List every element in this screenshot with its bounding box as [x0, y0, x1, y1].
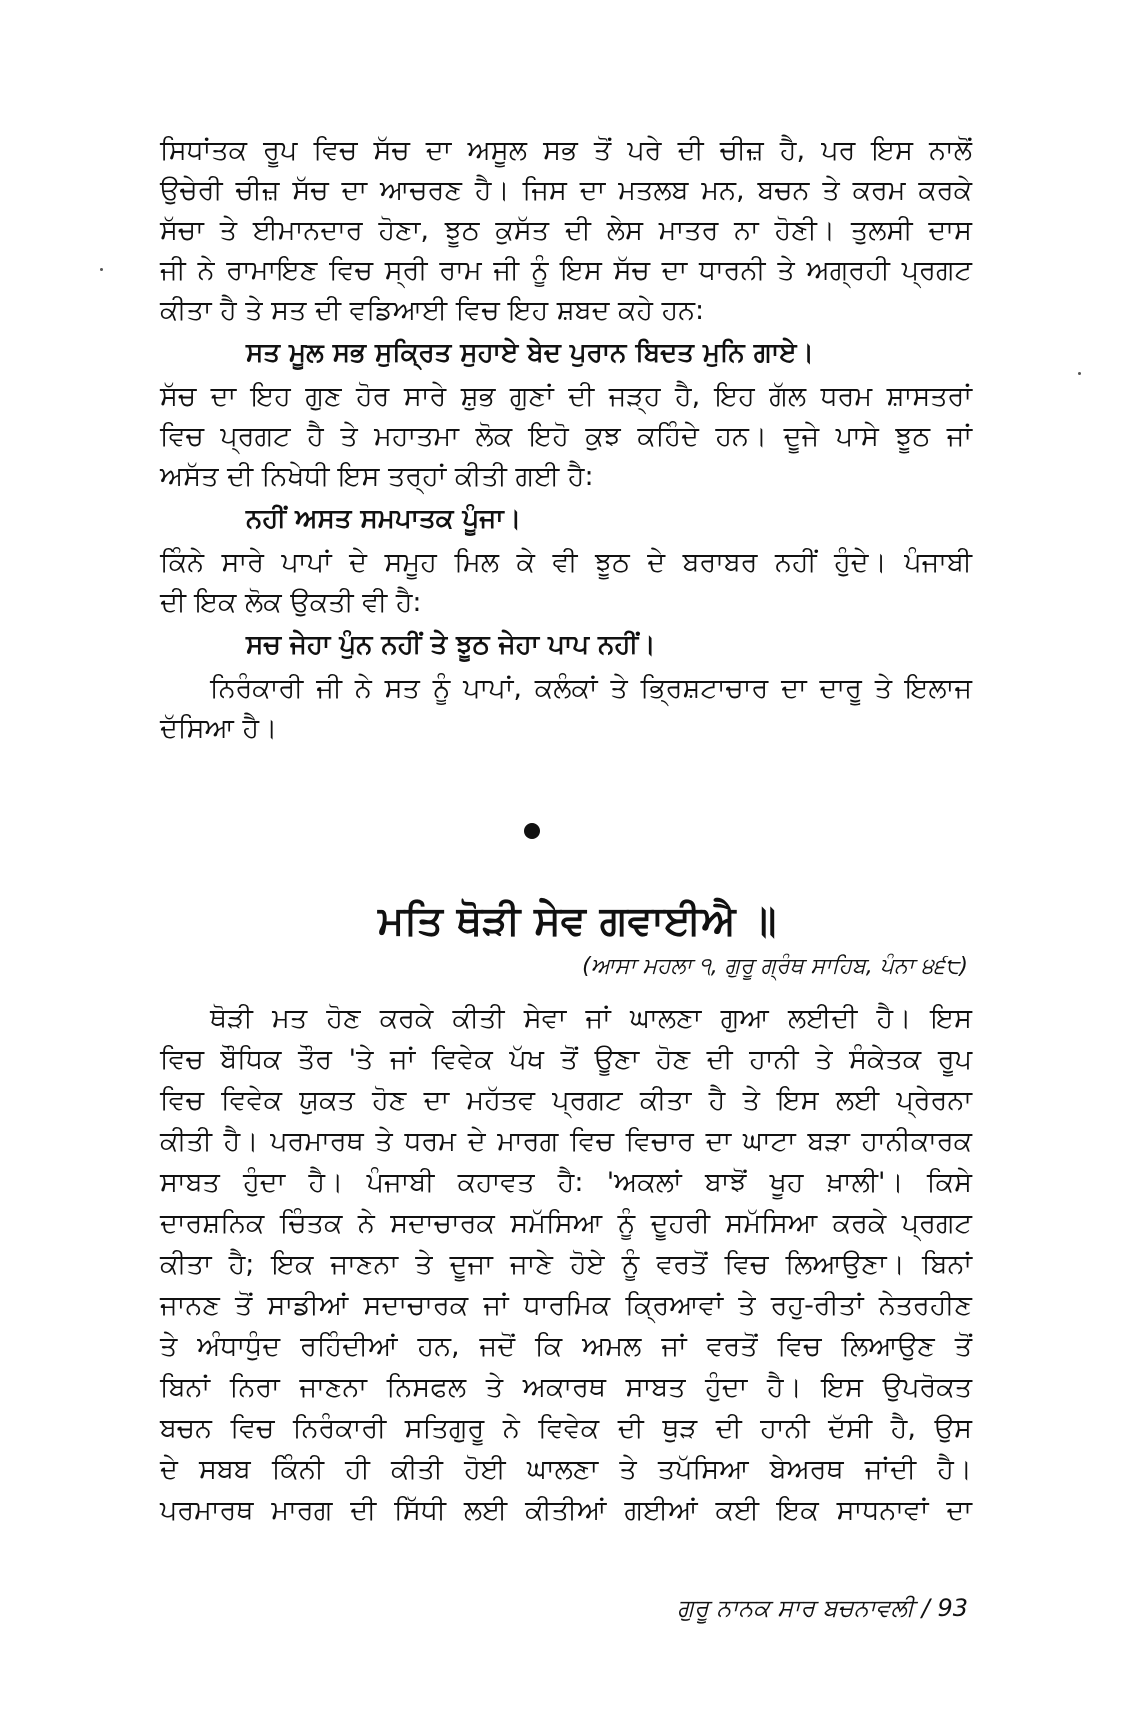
scan-speck	[1078, 372, 1081, 375]
verse-quote: ਨਹੀਂ ਅਸਤ ਸਮਪਾਤਕ ਪੂੰਜਾ।	[246, 504, 522, 534]
body-line: ਵਿਚ ਪ੍ਰਗਟ ਹੈ ਤੇ ਮਹਾਤਮਾ ਲੋਕ ਇਹੋ ਕੁਝ ਕਹਿੰਦੇ ਹਨ। ਦੂਜੇ ਪਾਸੇ ਝੂਠ ਜਾਂ	[160, 421, 972, 452]
section-heading: ਮਤਿ ਥੋੜੀ ਸੇਵ ਗਵਾਈਐ ॥	[378, 898, 777, 944]
body-line: ਅਸੱਤ ਦੀ ਨਿਖੇਧੀ ਇਸ ਤਰ੍ਹਾਂ ਕੀਤੀ ਗਈ ਹੈ:	[160, 461, 594, 492]
body-line: ਉਚੇਰੀ ਚੀਜ਼ ਸੱਚ ਦਾ ਆਚਰਣ ਹੈ। ਜਿਸ ਦਾ ਮਤਲਬ ਮਨ, ਬਚਨ ਤੇ ਕਰਮ ਕਰਕੇ	[160, 175, 972, 206]
body-line: ਬਚਨ ਵਿਚ ਨਿਰੰਕਾਰੀ ਸਤਿਗੁਰੂ ਨੇ ਵਿਵੇਕ ਦੀ ਥੁੜ ਦੀ ਹਾਨੀ ਦੱਸੀ ਹੈ, ਉਸ	[160, 1413, 972, 1444]
verse-quote: ਸਤ ਮੂਲ ਸਭ ਸੁਕ੍ਰਿਤ ਸੁਹਾਏ ਬੇਦ ਪੁਰਾਨ ਬਿਦਤ ਮੁਨਿ ਗਾਏ।	[246, 338, 815, 368]
body-line: ਜੀ ਨੇ ਰਾਮਾਇਣ ਵਿਚ ਸ੍ਰੀ ਰਾਮ ਜੀ ਨੂੰ ਇਸ ਸੱਚ ਦਾ ਧਾਰਨੀ ਤੇ ਅਗ੍ਰਹੀ ਪ੍ਰਗਟ	[160, 255, 972, 286]
body-line: ਕੀਤੀ ਹੈ। ਪਰਮਾਰਥ ਤੇ ਧਰਮ ਦੇ ਮਾਰਗ ਵਿਚ ਵਿਚਾਰ ਦਾ ਘਾਟਾ ਬੜਾ ਹਾਨੀਕਾਰਕ	[160, 1126, 972, 1157]
body-line: ਨਿਰੰਕਾਰੀ ਜੀ ਨੇ ਸਤ ਨੂੰ ਪਾਪਾਂ, ਕਲੰਕਾਂ ਤੇ ਭ੍ਰਿਸ਼ਟਾਚਾਰ ਦਾ ਦਾਰੂ ਤੇ ਇਲਾਜ	[210, 673, 972, 704]
scan-speck	[100, 268, 103, 271]
body-line: ਸਾਬਤ ਹੁੰਦਾ ਹੈ। ਪੰਜਾਬੀ ਕਹਾਵਤ ਹੈ: 'ਅਕਲਾਂ ਬਾਝੋਂ ਖੂਹ ਖ਼ਾਲੀ'। ਕਿਸੇ	[160, 1167, 972, 1198]
body-line: ਵਿਚ ਵਿਵੇਕ ਯੁਕਤ ਹੋਣ ਦਾ ਮਹੱਤਵ ਪ੍ਰਗਟ ਕੀਤਾ ਹੈ ਤੇ ਇਸ ਲਈ ਪ੍ਰੇਰਨਾ	[160, 1085, 972, 1116]
source-citation: (ਆਸਾ ਮਹਲਾ ੧, ਗੁਰੂ ਗ੍ਰੰਥ ਸਾਹਿਬ, ਪੰਨਾ ੪੬੮)	[582, 954, 968, 979]
body-line: ਦੀ ਇਕ ਲੋਕ ਉਕਤੀ ਵੀ ਹੈ:	[160, 587, 422, 618]
body-line: ਦਾਰਸ਼ਨਿਕ ਚਿੰਤਕ ਨੇ ਸਦਾਚਾਰਕ ਸਮੱਸਿਆ ਨੂੰ ਦੂਹਰੀ ਸਮੱਸਿਆ ਕਰਕੇ ਪ੍ਰਗਟ	[160, 1208, 972, 1239]
body-line: ਸੱਚਾ ਤੇ ਈਮਾਨਦਾਰ ਹੋਣਾ, ਝੂਠ ਕੁਸੱਤ ਦੀ ਲੇਸ ਮਾਤਰ ਨਾ ਹੋਣੀ। ਤੁਲਸੀ ਦਾਸ	[160, 215, 972, 246]
body-line: ਦੱਸਿਆ ਹੈ।	[160, 713, 278, 744]
body-line: ਕਿੰਨੇ ਸਾਰੇ ਪਾਪਾਂ ਦੇ ਸਮੂਹ ਮਿਲ ਕੇ ਵੀ ਝੂਠ ਦੇ ਬਰਾਬਰ ਨਹੀਂ ਹੁੰਦੇ। ਪੰਜਾਬੀ	[160, 547, 972, 578]
body-line: ਜਾਨਣ ਤੋਂ ਸਾਡੀਆਂ ਸਦਾਚਾਰਕ ਜਾਂ ਧਾਰਮਿਕ ਕ੍ਰਿਆਵਾਂ ਤੇ ਰਹੁ-ਰੀਤਾਂ ਨੇਤਰਹੀਣ	[160, 1290, 972, 1321]
body-line: ਦੇ ਸਬਬ ਕਿੰਨੀ ਹੀ ਕੀਤੀ ਹੋਈ ਘਾਲਣਾ ਤੇ ਤਪੱਸਿਆ ਬੇਅਰਥ ਜਾਂਦੀ ਹੈ।	[160, 1454, 972, 1485]
body-line: ਕੀਤਾ ਹੈ ਤੇ ਸਤ ਦੀ ਵਡਿਆਈ ਵਿਚ ਇਹ ਸ਼ਬਦ ਕਹੇ ਹਨ:	[160, 295, 705, 326]
section-separator-bullet	[524, 823, 540, 839]
body-line: ਬਿਨਾਂ ਨਿਰਾ ਜਾਣਨਾ ਨਿਸਫਲ ਤੇ ਅਕਾਰਥ ਸਾਬਤ ਹੁੰਦਾ ਹੈ। ਇਸ ਉਪਰੋਕਤ	[160, 1372, 972, 1403]
page-footer: ਗੁਰੂ ਨਾਨਕ ਸਾਰ ਬਚਨਾਵਲੀ / 93	[677, 1594, 968, 1622]
body-line: ਵਿਚ ਬੌਧਿਕ ਤੌਰ 'ਤੇ ਜਾਂ ਵਿਵੇਕ ਪੱਖ ਤੋਂ ਊਣਾ ਹੋਣ ਦੀ ਹਾਨੀ ਤੇ ਸੰਕੇਤਕ ਰੂਪ	[160, 1044, 972, 1075]
body-line: ਪਰਮਾਰਥ ਮਾਰਗ ਦੀ ਸਿੱਧੀ ਲਈ ਕੀਤੀਆਂ ਗਈਆਂ ਕਈ ਇਕ ਸਾਧਨਾਵਾਂ ਦਾ	[160, 1495, 972, 1526]
verse-quote: ਸਚ ਜੇਹਾ ਪੁੰਨ ਨਹੀਂ ਤੇ ਝੂਠ ਜੇਹਾ ਪਾਪ ਨਹੀਂ।	[246, 630, 656, 660]
body-line: ਥੋੜੀ ਮਤ ਹੋਣ ਕਰਕੇ ਕੀਤੀ ਸੇਵਾ ਜਾਂ ਘਾਲਣਾ ਗੁਆ ਲਈਦੀ ਹੈ। ਇਸ	[210, 1003, 972, 1034]
body-line: ਤੇ ਅੰਧਾਧੁੰਦ ਰਹਿੰਦੀਆਂ ਹਨ, ਜਦੋਂ ਕਿ ਅਮਲ ਜਾਂ ਵਰਤੋਂ ਵਿਚ ਲਿਆਉਣ ਤੋਂ	[160, 1331, 972, 1362]
body-line: ਕੀਤਾ ਹੈ; ਇਕ ਜਾਣਨਾ ਤੇ ਦੂਜਾ ਜਾਣੇ ਹੋਏ ਨੂੰ ਵਰਤੋਂ ਵਿਚ ਲਿਆਉਣਾ। ਬਿਨਾਂ	[160, 1249, 972, 1280]
body-line: ਸੱਚ ਦਾ ਇਹ ਗੁਣ ਹੋਰ ਸਾਰੇ ਸ਼ੁਭ ਗੁਣਾਂ ਦੀ ਜੜ੍ਹ ਹੈ, ਇਹ ਗੱਲ ਧਰਮ ਸ਼ਾਸਤਰਾਂ	[160, 381, 972, 412]
body-line: ਸਿਧਾਂਤਕ ਰੂਪ ਵਿਚ ਸੱਚ ਦਾ ਅਸੂਲ ਸਭ ਤੋਂ ਪਰੇ ਦੀ ਚੀਜ਼ ਹੈ, ਪਰ ਇਸ ਨਾਲੋਂ	[160, 135, 972, 166]
